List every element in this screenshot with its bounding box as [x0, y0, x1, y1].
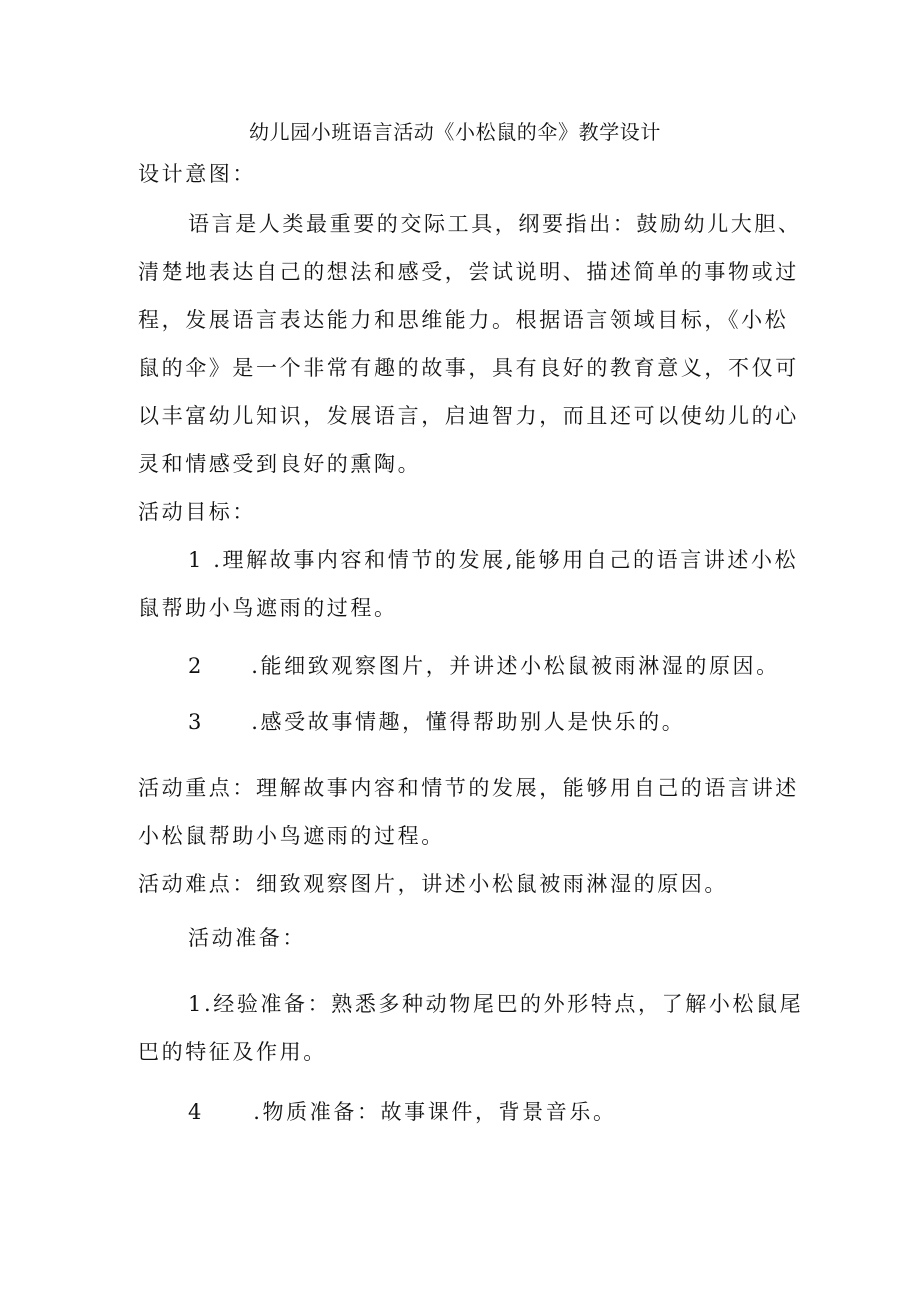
goal-item-2-text: .能细致观察图片，并讲述小松鼠被雨淋湿的原因。 [251, 654, 780, 678]
design-intent-line-2: 清楚地表达自己的想法和感受，尝试说明、描述简单的事物或过 [138, 260, 799, 284]
goal-item-3-number: 3 [188, 710, 204, 734]
design-intent-line-3: 程，发展语言表达能力和思维能力。根据语言领域目标，《小松 [138, 308, 789, 332]
goals-heading: 活动目标： [138, 500, 256, 524]
goal-item-1-text: .理解故事内容和情节的发展,能够用自己的语言讲述小松 [213, 548, 799, 572]
goal-item-3-text: .感受故事情趣，懂得帮助别人是快乐的。 [251, 710, 686, 734]
design-intent-line-6: 灵和情感受到良好的熏陶。 [138, 452, 422, 476]
preparation-item-2 [188, 1098, 617, 1126]
goal-item-3 [188, 708, 685, 736]
goal-item-2-number: 2 [188, 654, 204, 678]
key-point-line-2: 小松鼠帮助小鸟遮雨的过程。 [138, 824, 445, 848]
preparation-item-1-line-2: 巴的特征及作用。 [138, 1040, 327, 1064]
preparation-item-2-number: 4 [188, 1100, 204, 1124]
design-intent-line-1: 语言是人类最重要的交际工具，纲要指出：鼓励幼儿大胆、 [188, 212, 802, 236]
goal-item-1-line-2: 鼠帮助小鸟遮雨的过程。 [138, 596, 398, 620]
preparation-heading: 活动准备： [188, 926, 306, 950]
design-intent-heading: 设计意图： [138, 162, 256, 186]
preparation-item-2-text: .物质准备：故事课件，背景音乐。 [253, 1100, 617, 1124]
key-point-line-1: 活动重点：理解故事内容和情节的发展，能够用自己的语言讲述 [138, 776, 799, 800]
goal-item-1-number: 1 [188, 548, 204, 572]
difficulty-line: 活动难点：细致观察图片，讲述小松鼠被雨淋湿的原因。 [138, 872, 728, 896]
goal-item-2 [188, 652, 780, 680]
goal-item-1-line-1 [188, 546, 798, 574]
preparation-item-1-line-1: 1.经验准备：熟悉多种动物尾巴的外形特点，了解小松鼠尾 [188, 992, 804, 1016]
design-intent-line-4: 鼠的伞》是一个非常有趣的故事，具有良好的教育意义，不仅可 [138, 356, 799, 380]
document-title: 幼儿园小班语言活动《小松鼠的伞》教学设计 [249, 120, 661, 144]
design-intent-line-5: 以丰富幼儿知识，发展语言，启迪智力，而且还可以使幼儿的心 [138, 404, 799, 428]
